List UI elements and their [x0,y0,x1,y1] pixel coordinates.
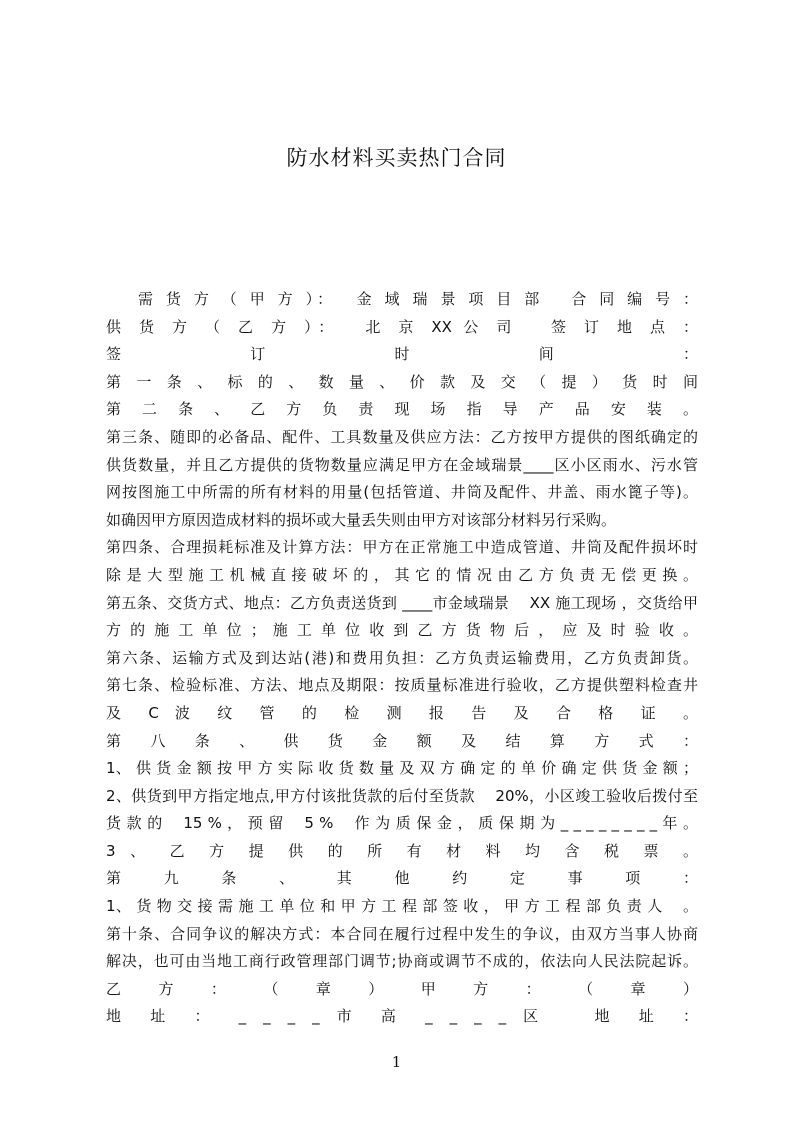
contract-line: 第 八 条 、 供 货 金 额 及 结 算 方 式 ： [106,731,698,750]
contract-line: 网按图施工中所需的所有材料的用量(包括管道、井筒及配件、井盖、雨水篦子等)。 [106,483,698,502]
contract-line: 供货数量，并且乙方提供的货物数量应满足甲方在金域瑞景____区小区雨水、污水管 [106,455,698,474]
contract-line: 地 址 ： _ _ _ _ 市 高 _ _ _ _ 区 地 址 ： [106,1007,698,1026]
contract-line: 第十条、合同争议的解决方式：本合同在履行过程中发生的争议，由双方当事人协商 [106,924,698,943]
contract-line: 及 C 波 纹 管 的 检 测 报 告 及 合 格 证 。 [106,703,698,722]
contract-line: 解决，也可由当地工商行政管理部门调节;协商或调节不成的，依法向人民法院起诉。 [106,952,698,971]
contract-line: 3 、 乙 方 提 供 的 所 有 材 料 均 含 税 票 。 [106,841,698,860]
contract-line: 签 订 时 间 ： [106,345,698,364]
contract-line: 1、 供 货 金 额 按 甲 方 实 际 收 货 数 量 及 双 方 确 定 的 单 价 确 定 供 货 金 额 ； [106,759,698,778]
contract-line: 1、 货 物 交 接 需 施 工 单 位 和 甲 方 工 程 部 签 收 ， 甲 方 工 程 部 负 责 人 。 [106,897,698,916]
contract-line: 如确因甲方原因造成材料的损坏或大量丢失则由甲方对该部分材料另行采购。 [106,510,617,529]
contract-line: 方 的 施 工 单 位 ； 施 工 单 位 收 到 乙 方 货 物 后 ， 应 及 时 验 收 。 [106,621,698,640]
contract-line: 货 款 的 15 % ， 预 留 5 % 作 为 质 保 金 ， 质 保 期 为 _ _ _ _ _ _ _ _ 年 。 [106,814,698,833]
contract-line: 除 是 大 型 施 工 机 械 直 接 破 坏 的 ， 其 它 的 情 况 由 乙 方 负 责 无 偿 更 换 。 [106,565,698,584]
contract-line: 第 九 条 、 其 他 约 定 事 项 ： [106,869,698,888]
document-title: 防水材料买卖热门合同 [286,146,507,170]
contract-line: 2、供货到甲方指定地点,甲方付该批货款的后付至货款 20%，小区竣工验收后拨付至 [106,786,698,805]
contract-line: 乙 方 ： （ 章 ） 甲 方 ： （ 章 ） [106,979,698,998]
contract-body [106,286,698,1031]
contract-line: 第三条、随即的必备品、配件、工具数量及供应方法：乙方按甲方提供的图纸确定的 [106,427,698,446]
contract-line: 第四条、合理损耗标准及计算方法：甲方在正常施工中造成管道、井筒及配件损坏时 [106,538,698,557]
page-number: 1 [391,1053,402,1071]
contract-line: 第五条、交货方式、地点：乙方负责送货到 ____市金域瑞景 XX 施工现场 ，交货给甲 [106,593,698,612]
contract-line: 第七条、检验标准、方法、地点及期限：按质量标准进行验收，乙方提供塑料检查井 [106,676,698,695]
contract-line: 第 一 条 、 标 的 、 数 量 、 价 款 及 交 （ 提 ） 货 时 间 [106,372,698,391]
contract-line: 第 二 条 、 乙 方 负 责 现 场 指 导 产 品 安 装 。 [106,400,698,419]
contract-line: 需 货 方 （ 甲 方 ）： 金 域 瑞 景 项 目 部 合 同 编 号 ： [138,290,698,308]
contract-line: 第六条、运输方式及到达站(港)和费用负担：乙方负责运输费用，乙方负责卸货。 [106,648,698,667]
contract-line: 供 货 方 （ 乙 方 ）： 北 京 XX 公 司 签 订 地 点 ： [106,317,698,336]
